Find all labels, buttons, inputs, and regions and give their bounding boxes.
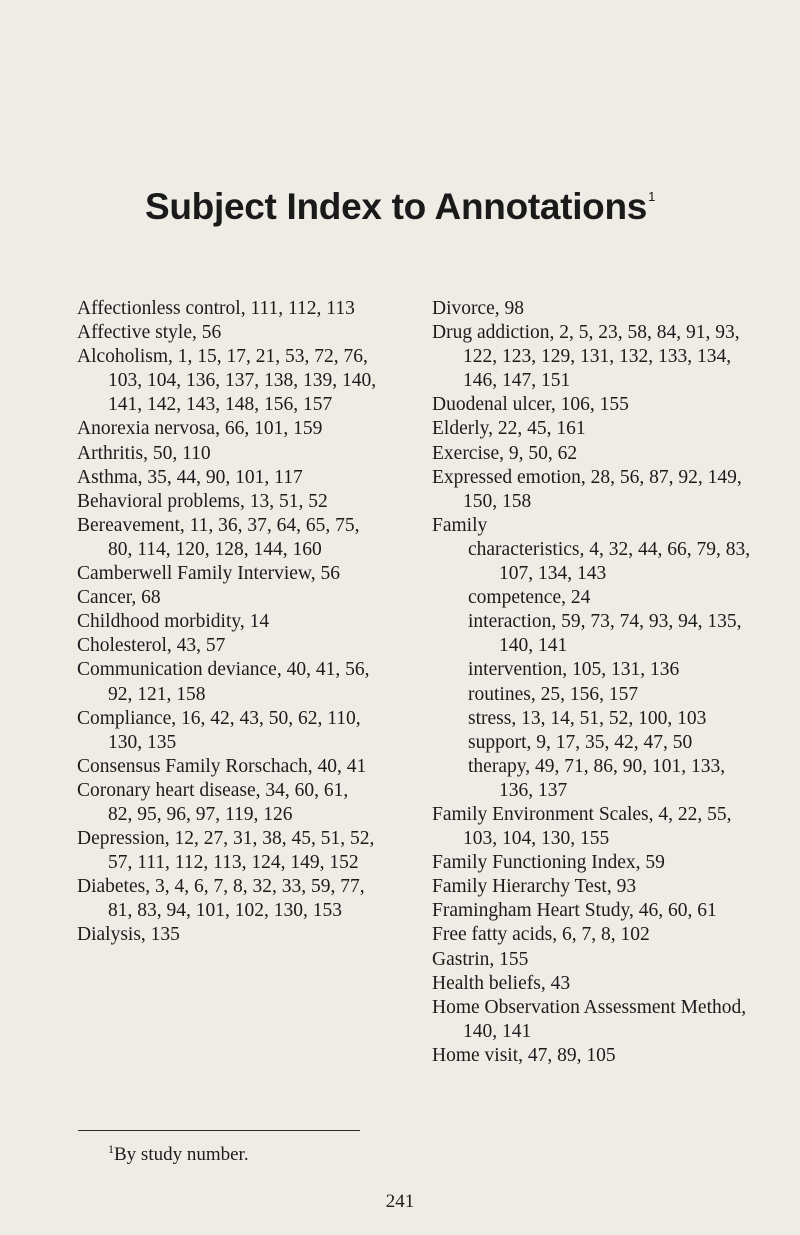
index-entry: Depression, 12, 27, 31, 38, 45, 51, 52, 57, 111, 112, 113, 124, 149, 152	[77, 828, 375, 874]
index-column-left	[77, 297, 377, 948]
index-entry: Duodenal ulcer, 106, 155	[432, 394, 629, 416]
index-entry: Home visit, 47, 89, 105	[432, 1044, 616, 1066]
index-entry: Alcoholism, 1, 15, 17, 21, 53, 72, 76, 103, 104, 136, 137, 138, 139, 140, 141, 142, 143, 148, 156, 157	[77, 346, 377, 416]
page-title	[0, 186, 800, 228]
index-entry: Dialysis, 135	[77, 924, 180, 946]
footnote	[108, 1142, 249, 1166]
index-entry: Arthritis, 50, 110	[77, 442, 211, 464]
index-entry: Cancer, 68	[77, 587, 161, 609]
footnote-divider	[78, 1130, 360, 1131]
index-entry: Family Hierarchy Test, 93	[432, 876, 637, 898]
index-entry: Bereavement, 11, 36, 37, 64, 65, 75, 80, 114, 120, 128, 144, 160	[77, 514, 360, 560]
index-entry: Health beliefs, 43	[432, 972, 571, 994]
index-entry: Camberwell Family Interview, 56	[77, 563, 341, 585]
title-footnote-marker: 1	[648, 189, 655, 204]
index-entry: Free fatty acids, 6, 7, 8, 102	[432, 924, 650, 946]
index-entry: Compliance, 16, 42, 43, 50, 62, 110, 130, 135	[77, 707, 361, 753]
index-entry: Affective style, 56	[77, 322, 222, 344]
index-subentry: competence, 24	[468, 587, 591, 609]
index-entry: Drug addiction, 2, 5, 23, 58, 84, 91, 93, 122, 123, 129, 131, 132, 133, 134, 146, 147, 151	[432, 322, 740, 392]
index-subentry: support, 9, 17, 35, 42, 47, 50	[468, 731, 693, 753]
index-entry: Asthma, 35, 44, 90, 101, 117	[77, 466, 303, 488]
index-entry: Family Functioning Index, 59	[432, 852, 665, 874]
index-entry: Exercise, 9, 50, 62	[432, 442, 578, 464]
index-entry: Expressed emotion, 28, 56, 87, 92, 149, 150, 158	[432, 466, 742, 512]
index-entry: Communication deviance, 40, 41, 56, 92, 121, 158	[77, 659, 370, 705]
index-subentry: intervention, 105, 131, 136	[468, 659, 680, 681]
index-entry: Consensus Family Rorschach, 40, 41	[77, 755, 367, 777]
index-entry: Elderly, 22, 45, 161	[432, 418, 586, 440]
index-subentry: therapy, 49, 71, 86, 90, 101, 133, 136, 137	[468, 755, 726, 801]
page-number: 241	[385, 1191, 415, 1212]
index-entry: Family Environment Scales, 4, 22, 55, 103, 104, 130, 155	[432, 803, 732, 850]
index-subentry: interaction, 59, 73, 74, 93, 94, 135, 140, 141	[468, 611, 742, 657]
index-subentry: stress, 13, 14, 51, 52, 100, 103	[468, 707, 707, 729]
index-entry: Anorexia nervosa, 66, 101, 159	[77, 418, 323, 440]
index-entry: Behavioral problems, 13, 51, 52	[77, 490, 328, 512]
index-subentry: characteristics, 4, 32, 44, 66, 79, 83, 107, 134, 143	[468, 538, 751, 585]
index-entry: Coronary heart disease, 34, 60, 61, 82, 95, 96, 97, 119, 126	[77, 779, 349, 825]
index-entry: Affectionless control, 111, 112, 113	[77, 298, 355, 319]
index-entry: Diabetes, 3, 4, 6, 7, 8, 32, 33, 59, 77, 81, 83, 94, 101, 102, 130, 153	[77, 876, 365, 922]
index-subentry: routines, 25, 156, 157	[468, 683, 639, 705]
title-text: Subject Index to Annotations	[144, 186, 648, 227]
footnote-marker: 1	[108, 1142, 114, 1156]
footnote-text: By study number.	[114, 1144, 249, 1165]
index-entry: Family	[432, 514, 488, 536]
index-entry: Home Observation Assessment Method, 140, 141	[432, 996, 747, 1042]
index-entry: Childhood morbidity, 14	[77, 611, 270, 633]
index-entry: Framingham Heart Study, 46, 60, 61	[432, 900, 717, 922]
index-entry: Divorce, 98	[432, 298, 525, 319]
index-entry: Cholesterol, 43, 57	[77, 635, 226, 657]
index-entry: Gastrin, 155	[432, 948, 529, 970]
index-column-right	[432, 297, 762, 1068]
